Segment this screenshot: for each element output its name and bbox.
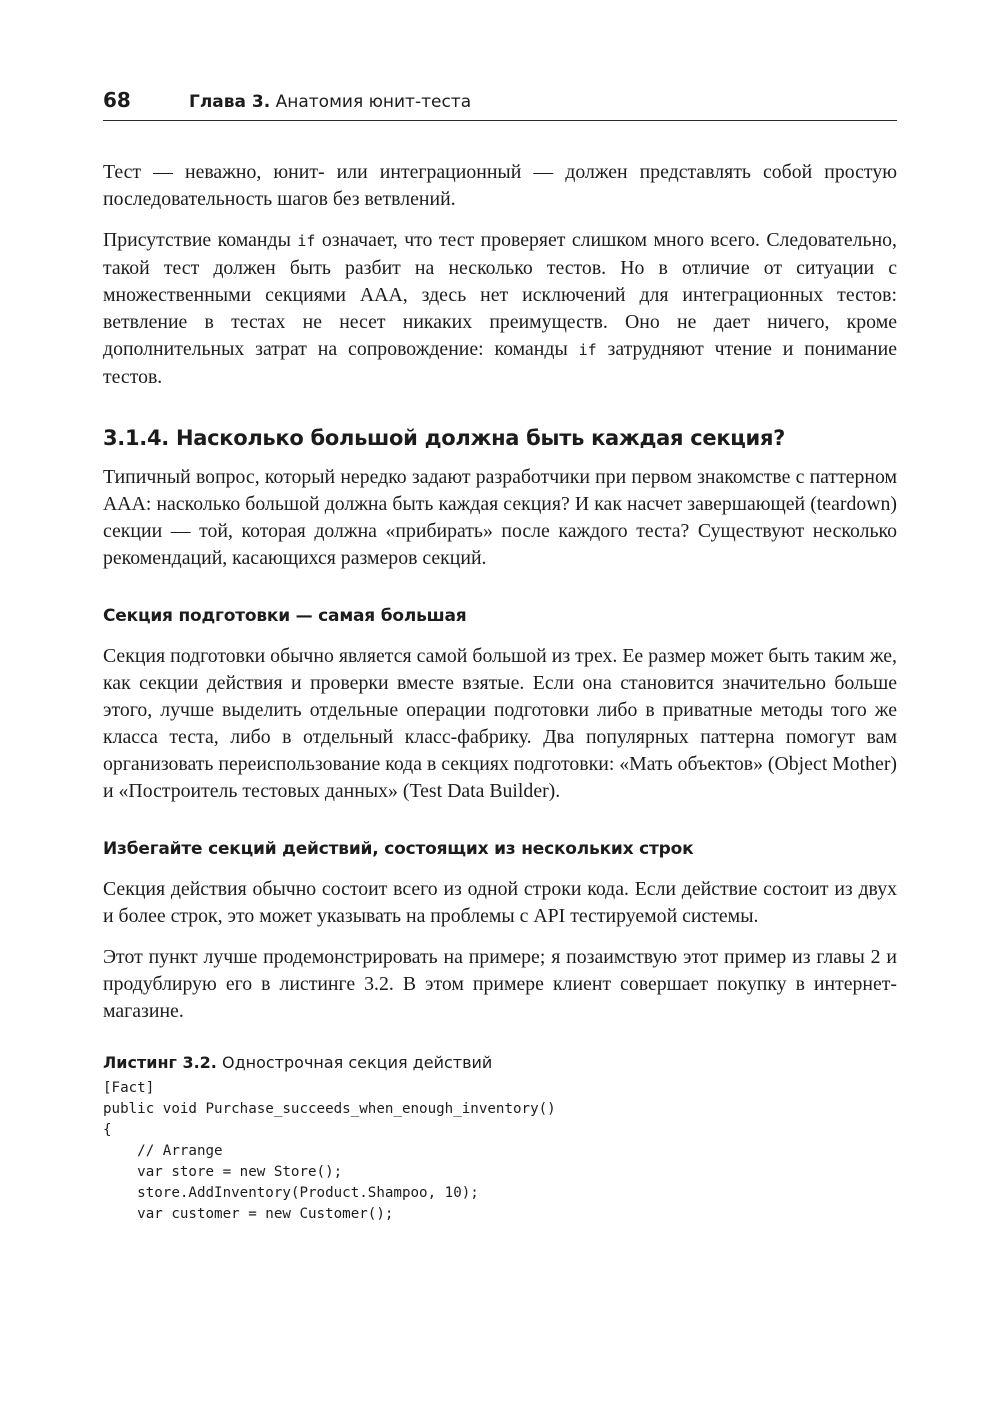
code-line: { [103, 1122, 112, 1138]
chapter-label: Глава 3. [189, 92, 271, 112]
code-line: var customer = new Customer(); [103, 1206, 394, 1222]
paragraph-2-text-1: Присутствие команды [103, 229, 298, 251]
paragraph-2-text-2: означает, что тест проверяет слишком много всего. Следовательно, такой тест должен быть разбит на несколько тестов. Но в отличие от ситуации с множественными секциями ААА, здесь нет исключений для интеграционных тестов: ветвление в тестах не несет никаких преимуществ. Оно не дает ничего, кроме дополнительных затрат на сопровождение: команды [103, 229, 897, 360]
code-line: store.AddInventory(Product.Shampoo, 10); [103, 1185, 479, 1201]
inline-code-if-2: if [578, 341, 597, 359]
code-line: [Fact] [103, 1080, 155, 1096]
paragraph-6: Этот пункт лучше продемонстрировать на примере; я позаимствую этот пример из главы 2 и продублирую его в листинге 3.2. В этом примере клиент совершает покупку в интернет-магазине. [103, 946, 897, 1022]
paragraph-1: Тест — неважно, юнит- или интеграционный — должен представлять собой простую последовательность шагов без ветвлений. [103, 161, 897, 210]
inline-code-if-1: if [297, 232, 316, 250]
paragraph-3: Типичный вопрос, который нередко задают разработчики при первом знакомстве с паттерном ААА: насколько большой должна быть каждая секция? И как насчет завершающей (teardown) секции — той, которая должна «прибирать» после каждого теста? Существуют несколько рекомендаций, касающихся размеров секций. [103, 466, 897, 569]
code-line: var store = new Store(); [103, 1164, 343, 1180]
page-number: 68 [103, 88, 131, 112]
listing-caption [103, 1053, 897, 1072]
chapter-name: Анатомия юнит-теста [275, 92, 472, 112]
code-line: // Arrange [103, 1143, 223, 1159]
subheading-arrange: Секция подготовки — самая большая [103, 606, 467, 626]
running-header [103, 88, 897, 121]
code-line: public void Purchase_succeeds_when_enough_inventory() [103, 1101, 556, 1117]
subheading-act: Избегайте секций действий, состоящих из нескольких строк [103, 839, 694, 859]
paragraph-2 [103, 227, 897, 391]
paragraph-4: Секция подготовки обычно является самой большой из трех. Ее размер может быть таким же, как секции действия и проверки вместе взятые. Если она становится значительно больше этого, лучше выделить отдельные операции подготовки либо в приватные методы того же класса теста, либо в отдельный класс-фабрику. Два популярных паттерна помогут вам организовать переиспользование кода в секциях подготовки: «Мать объектов» (Object Mother) и «Построитель тестовых данных» (Test Data Builder). [103, 645, 897, 802]
listing-title: Однострочная секция действий [221, 1053, 493, 1072]
chapter-title [189, 92, 471, 112]
paragraph-5: Секция действия обычно состоит всего из одной строки кода. Если действие состоит из двух и более строк, это может указывать на проблемы с API тестируемой системы. [103, 878, 897, 927]
section-heading: 3.1.4. Насколько большой должна быть каждая секция? [103, 426, 786, 450]
book-page [103, 88, 897, 1225]
paragraph-2-text-3: затрудняют чтение и понимание тестов. [103, 338, 897, 388]
code-listing [103, 1078, 897, 1225]
listing-label: Листинг 3.2. [103, 1053, 217, 1072]
